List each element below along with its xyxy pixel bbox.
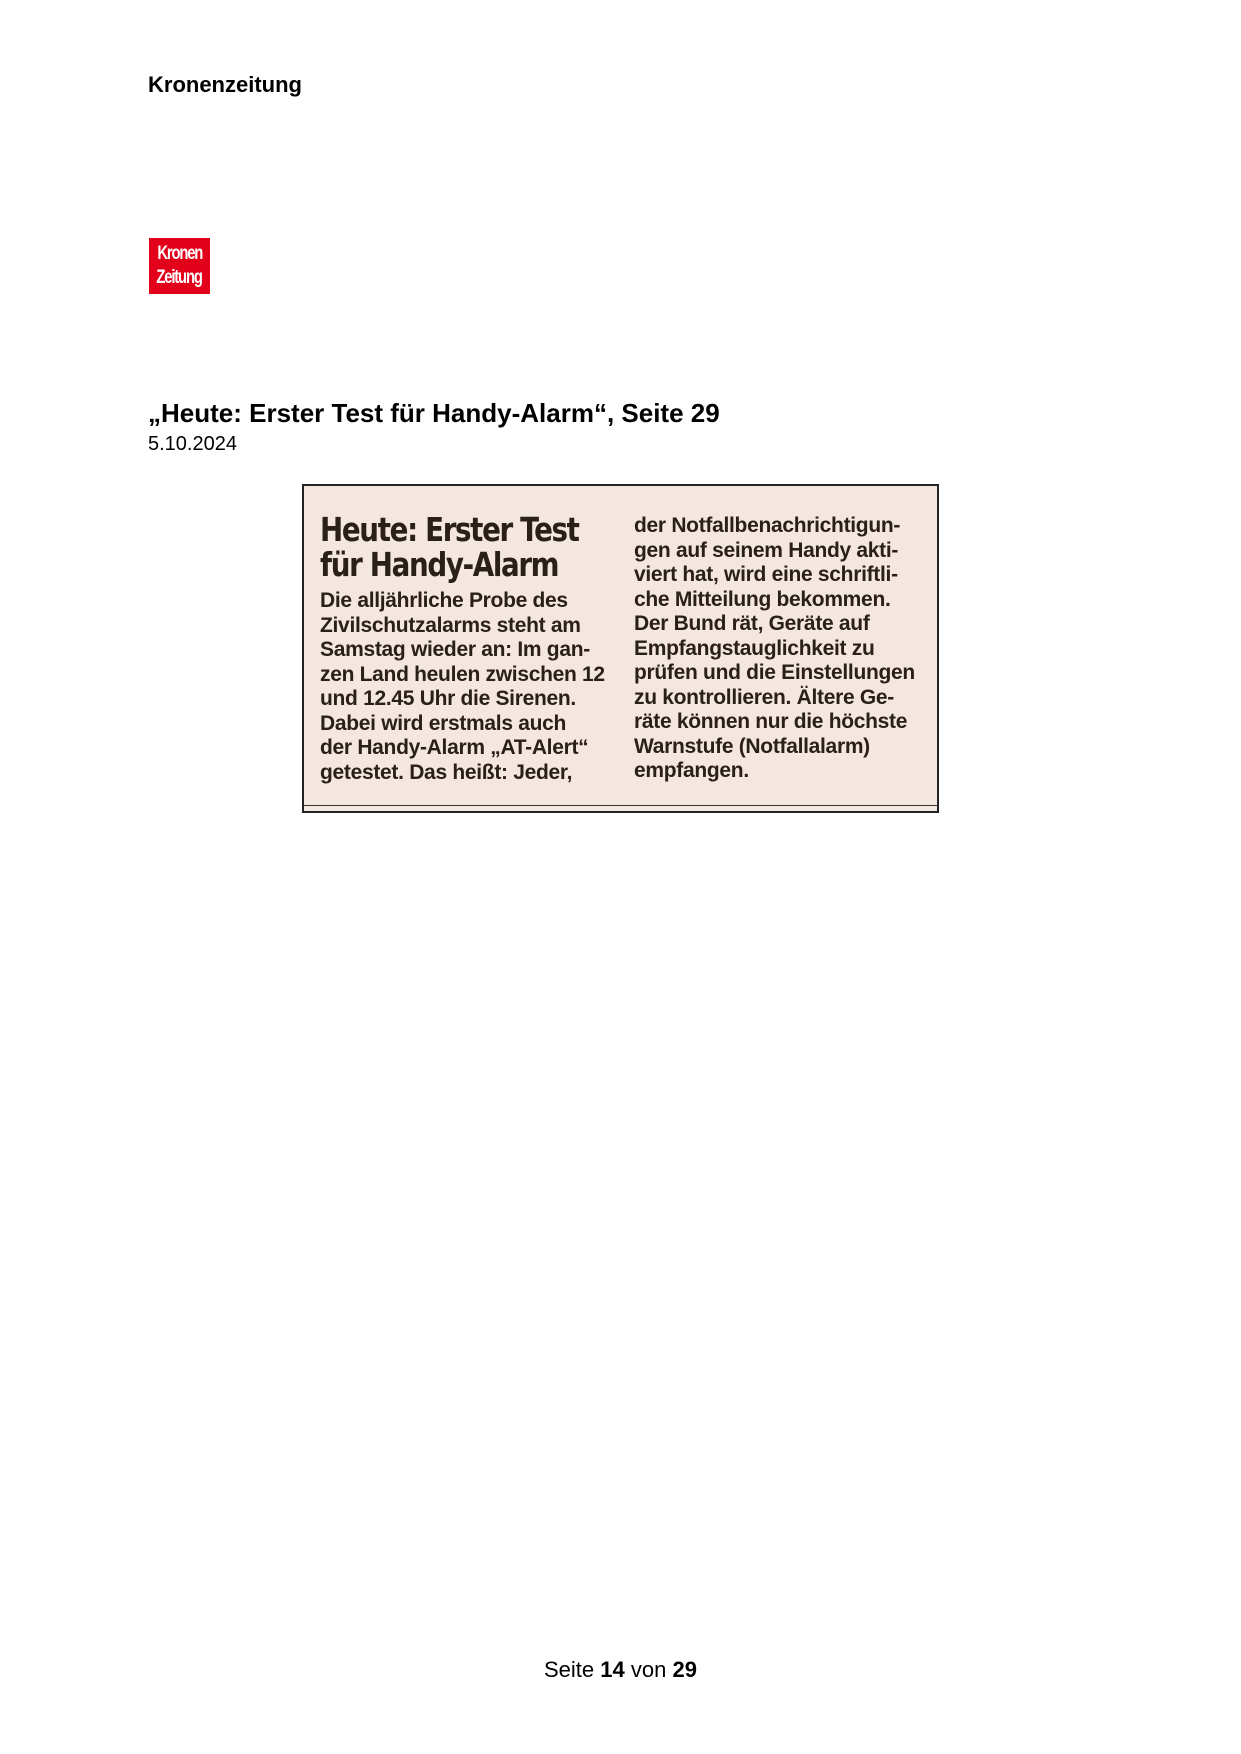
footer-page-number: 14 xyxy=(600,1657,625,1682)
text-line: Die alljährliche Probe des xyxy=(320,589,568,612)
text-line: Dabei wird erstmals auch xyxy=(320,711,567,735)
clipping-right-column xyxy=(634,514,934,784)
publication-name: Kronenzeitung xyxy=(148,72,302,97)
text-line: prüfen und die Einstellungen xyxy=(634,661,915,684)
kronen-zeitung-logo xyxy=(149,238,210,294)
text-line: Zivilschutzalarms steht am xyxy=(320,613,581,637)
article-date: 5.10.2024 xyxy=(148,433,237,455)
footer-page-total: 29 xyxy=(672,1657,697,1682)
text-line: empfangen. xyxy=(634,759,749,782)
text-line: viert hat, wird eine schriftli- xyxy=(634,563,898,586)
clipping-bottom-rule xyxy=(304,805,937,806)
text-line: gen auf seinem Handy akti- xyxy=(634,538,899,562)
headline-line: Heute: Erster Test xyxy=(320,510,579,549)
page-footer xyxy=(0,1657,1241,1683)
logo-line-2: Zeitung xyxy=(156,267,203,288)
text-line: Samstag wieder an: Im gan- xyxy=(320,638,590,661)
text-line: zen Land heulen zwischen 12 xyxy=(320,662,605,686)
footer-separator: von xyxy=(630,1657,667,1682)
text-line: che Mitteilung bekommen. xyxy=(634,587,891,611)
newspaper-clipping xyxy=(302,484,939,813)
text-line: Der Bund rät, Geräte auf xyxy=(634,612,870,635)
headline-line: für Handy-Alarm xyxy=(320,545,559,584)
text-line: getestet. Das heißt: Jeder, xyxy=(320,760,573,784)
text-line: und 12.45 Uhr die Sirenen. xyxy=(320,687,576,710)
clipping-headline xyxy=(320,512,622,582)
article-title: „Heute: Erster Test für Handy-Alarm“, Seite 29 xyxy=(148,398,720,428)
text-line: der Handy-Alarm „AT-Alert“ xyxy=(320,736,589,759)
clipping-left-column xyxy=(320,512,616,785)
logo-line-1: Kronen xyxy=(157,243,202,264)
text-line: Warnstufe (Notfallalarm) xyxy=(634,734,870,758)
text-line: Empfangstauglichkeit zu xyxy=(634,636,875,660)
footer-prefix: Seite xyxy=(544,1657,595,1682)
text-line: räte können nur die höchste xyxy=(634,710,908,733)
text-line: der Notfallbenachrichtigun- xyxy=(634,514,901,537)
text-line: zu kontrollieren. Ältere Ge- xyxy=(634,685,894,709)
